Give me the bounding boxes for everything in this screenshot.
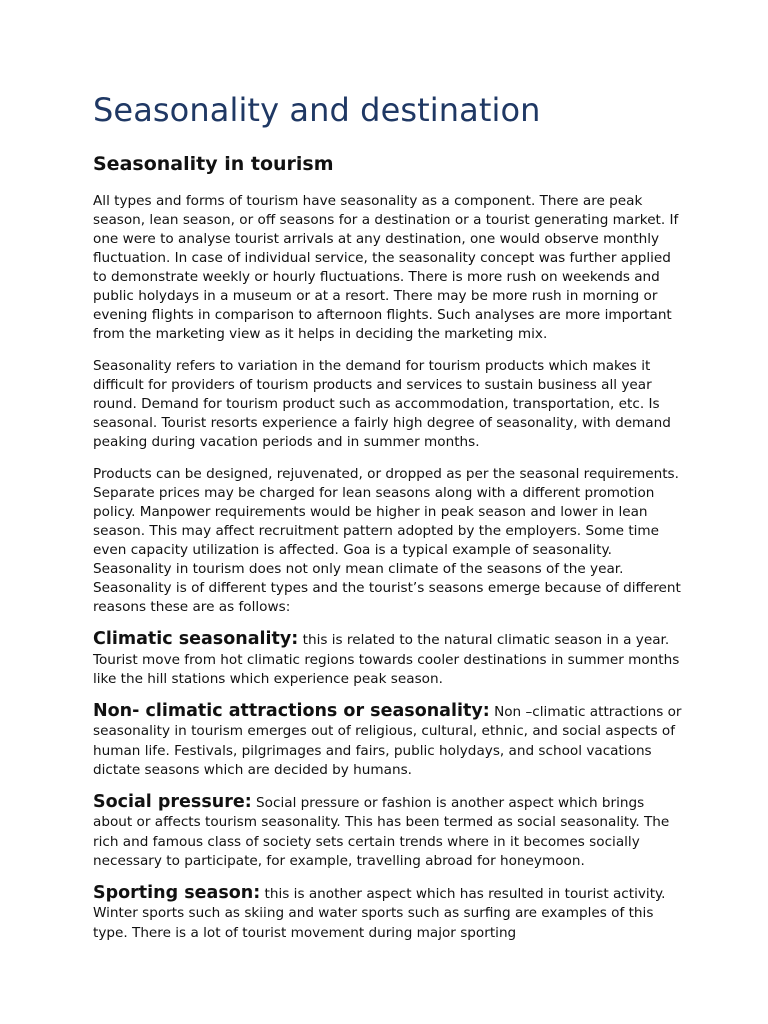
non-climatic-paragraph xyxy=(93,702,683,781)
document-title: Seasonality and destination xyxy=(93,91,541,129)
sporting-season-text: this is another aspect which has resulted in tourist activity. Winter sports such as skiing and water sports such as surfing are examples of this type. There is a lot of tourist movement during major sporting xyxy=(93,885,666,941)
non-climatic-text: Non –climatic attractions or seasonality in tourism emerges out of religious, cultural, ethnic, and social aspects of human life. Festivals, pilgrimages and fairs, public holydays, and school vacations dictate seasons which are decided by humans. xyxy=(93,703,682,778)
social-pressure-term: Social pressure: xyxy=(93,791,252,812)
climatic-seasonality-text: this is related to the natural climatic season in a year. Tourist move from hot climatic regions towards cooler destinations in summer months like the hill stations which experience peak season. xyxy=(93,632,680,687)
climatic-seasonality-term: Climatic seasonality: xyxy=(93,629,299,649)
climatic-seasonality-paragraph xyxy=(93,630,683,690)
sporting-season-term: Sporting season: xyxy=(93,882,261,903)
social-pressure-text: Social pressure or fashion is another aspect which brings about or affects tourism seasonality. This has been termed as social seasonality. The rich and famous class of society sets certain trends where in it becomes socially necessary to participate, for example, travelling abroad for honeymoon. xyxy=(93,794,670,869)
document-page xyxy=(93,88,683,955)
non-climatic-term: Non- climatic attractions or seasonality: xyxy=(93,700,490,721)
social-pressure-paragraph xyxy=(93,793,683,872)
paragraph-definition: Seasonality refers to variation in the demand for tourism products which makes it difficult for providers of tourism products and services to sustain business all year round. Demand for tourism product such as accommodation, transportation, etc. Is seasonal. Tourist resorts experience a fairly high degree of seasonality, with demand peaking during vacation periods and in summer months. xyxy=(93,358,671,450)
paragraph-products: Products can be designed, rejuvenated, or dropped as per the seasonal requirements. Separate prices may be charged for lean seasons along with a different promotion policy. Manpower requirements would be higher in peak season and lower in lean season. This may affect recruitment pattern adopted by the employers. Some time even capacity utilization is affected. Goa is a typical example of seasonality. Seasonality in tourism does not only mean climate of the seasons of the year. Seasonality is of different types and the tourist’s seasons emerge because of different reasons these are as follows: xyxy=(93,466,681,615)
sporting-season-paragraph xyxy=(93,884,683,944)
paragraph-intro: All types and forms of tourism have seasonality as a component. There are peak season, lean season, or off seasons for a destination or a tourist generating market. If one were to analyse tourist arrivals at any destination, one would observe monthly fluctuation. In case of individual service, the seasonality concept was further applied to demonstrate weekly or hourly fluctuations. There is more rush on weekends and public holydays in a museum or at a resort. There may be more rush in morning or evening flights in comparison to afternoon flights. Such analyses are more important from the marketing view as it helps in deciding the marketing mix. xyxy=(93,193,679,342)
section-heading: Seasonality in tourism xyxy=(93,153,334,175)
